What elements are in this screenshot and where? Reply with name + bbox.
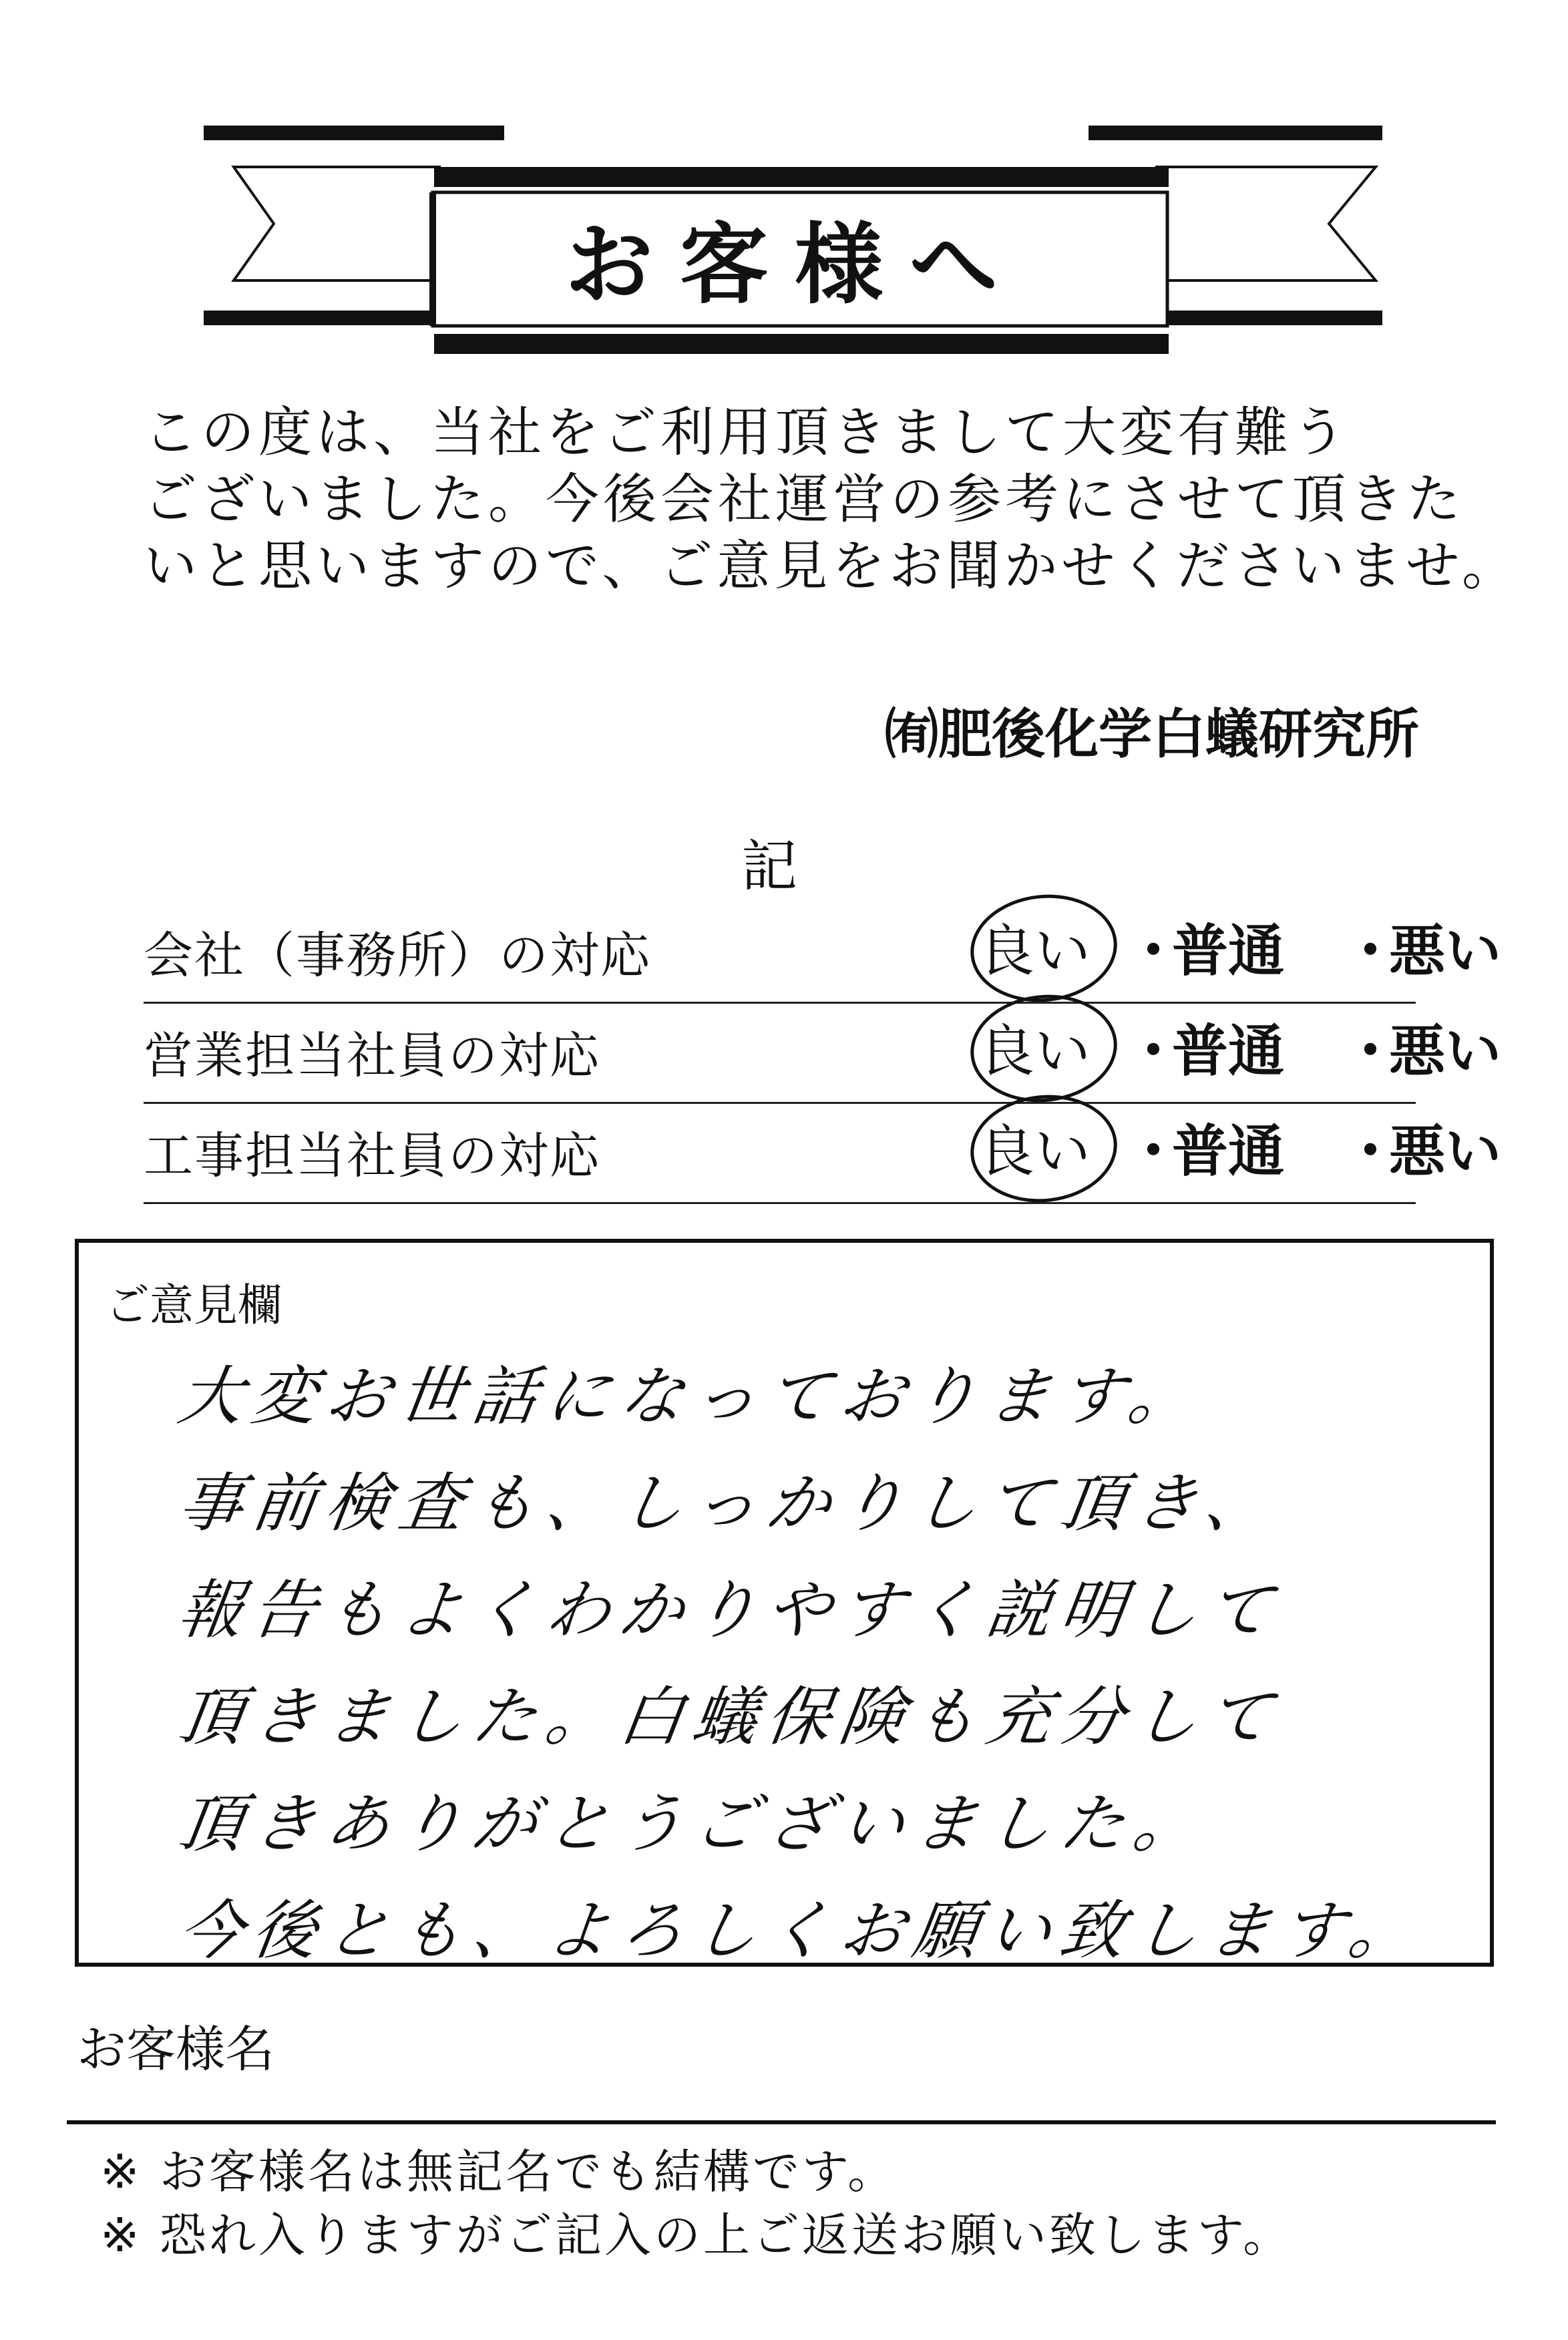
rating-row-construction [144,1109,1502,1204]
notes [100,2140,1503,2267]
option-bad[interactable]: 悪い [1389,918,1502,984]
greeting-line: いと思いますので、ご意見をお聞かせくださいませ。 [144,535,1519,597]
greeting-paragraph [144,399,1519,600]
comment-line: 報告もよくわかりやすく説明して [174,1573,1286,1647]
note-line: ※ お客様名は無記名でも結構です。 [100,2144,898,2199]
option-average[interactable]: 普通 [1172,918,1285,984]
option-bad[interactable]: 悪い [1389,1018,1502,1084]
separator-dot: ・ [1125,1119,1182,1184]
rating-label: 会社（事務所）の対応 [144,927,651,984]
option-bad[interactable]: 悪い [1389,1119,1502,1184]
comment-line: 頂きありがとうございました。 [174,1786,1213,1861]
company-name: ㈲肥後化学白蟻研究所 [885,703,1419,765]
option-good[interactable]: 良い [978,918,1091,984]
opinion-box[interactable] [75,1239,1494,1967]
rating-label: 工事担当社員の対応 [144,1127,600,1185]
page-title: お客様へ [565,213,1024,317]
option-average[interactable]: 普通 [1172,1119,1285,1184]
rating-label: 営業担当社員の対応 [144,1027,600,1085]
handwritten-comment [174,1343,1448,1984]
comment-line: 大変お世話になっております。 [174,1359,1208,1434]
rating-row-office [144,908,1502,1004]
ki-heading: 記 [741,833,798,899]
greeting-line: この度は、当社をご利用頂きまして大変有難う [144,401,1350,463]
greeting-line: ございました。今後会社運営の参考にさせて頂きた [144,468,1464,530]
rating-row-sales [144,1008,1502,1104]
opinion-label: ご意見欄 [106,1280,282,1331]
separator-dot: ・ [1125,918,1182,984]
customer-name-label: お客様名 [77,2021,274,2078]
comment-line: 今後とも、よろしくお願い致します。 [174,1893,1428,1968]
rating-options [825,1119,1502,1193]
note-line: ※ 恐れ入りますがご記入の上ご返送お願い致します。 [100,2208,1293,2263]
separator-dot: ・ [1342,1119,1399,1184]
comment-line: 事前検査も、しっかりして頂き、 [174,1466,1284,1541]
rating-options [825,1018,1502,1093]
separator-dot: ・ [1125,1018,1182,1084]
option-average[interactable]: 普通 [1172,1018,1285,1084]
separator-dot: ・ [1342,918,1399,984]
customer-name-field[interactable] [67,2120,1496,2124]
option-good[interactable]: 良い [978,1018,1091,1084]
comment-line: 頂きました。白蟻保険も充分して [174,1680,1286,1754]
option-good[interactable]: 良い [978,1119,1091,1184]
separator-dot: ・ [1342,1018,1399,1084]
rating-options [825,918,1502,992]
